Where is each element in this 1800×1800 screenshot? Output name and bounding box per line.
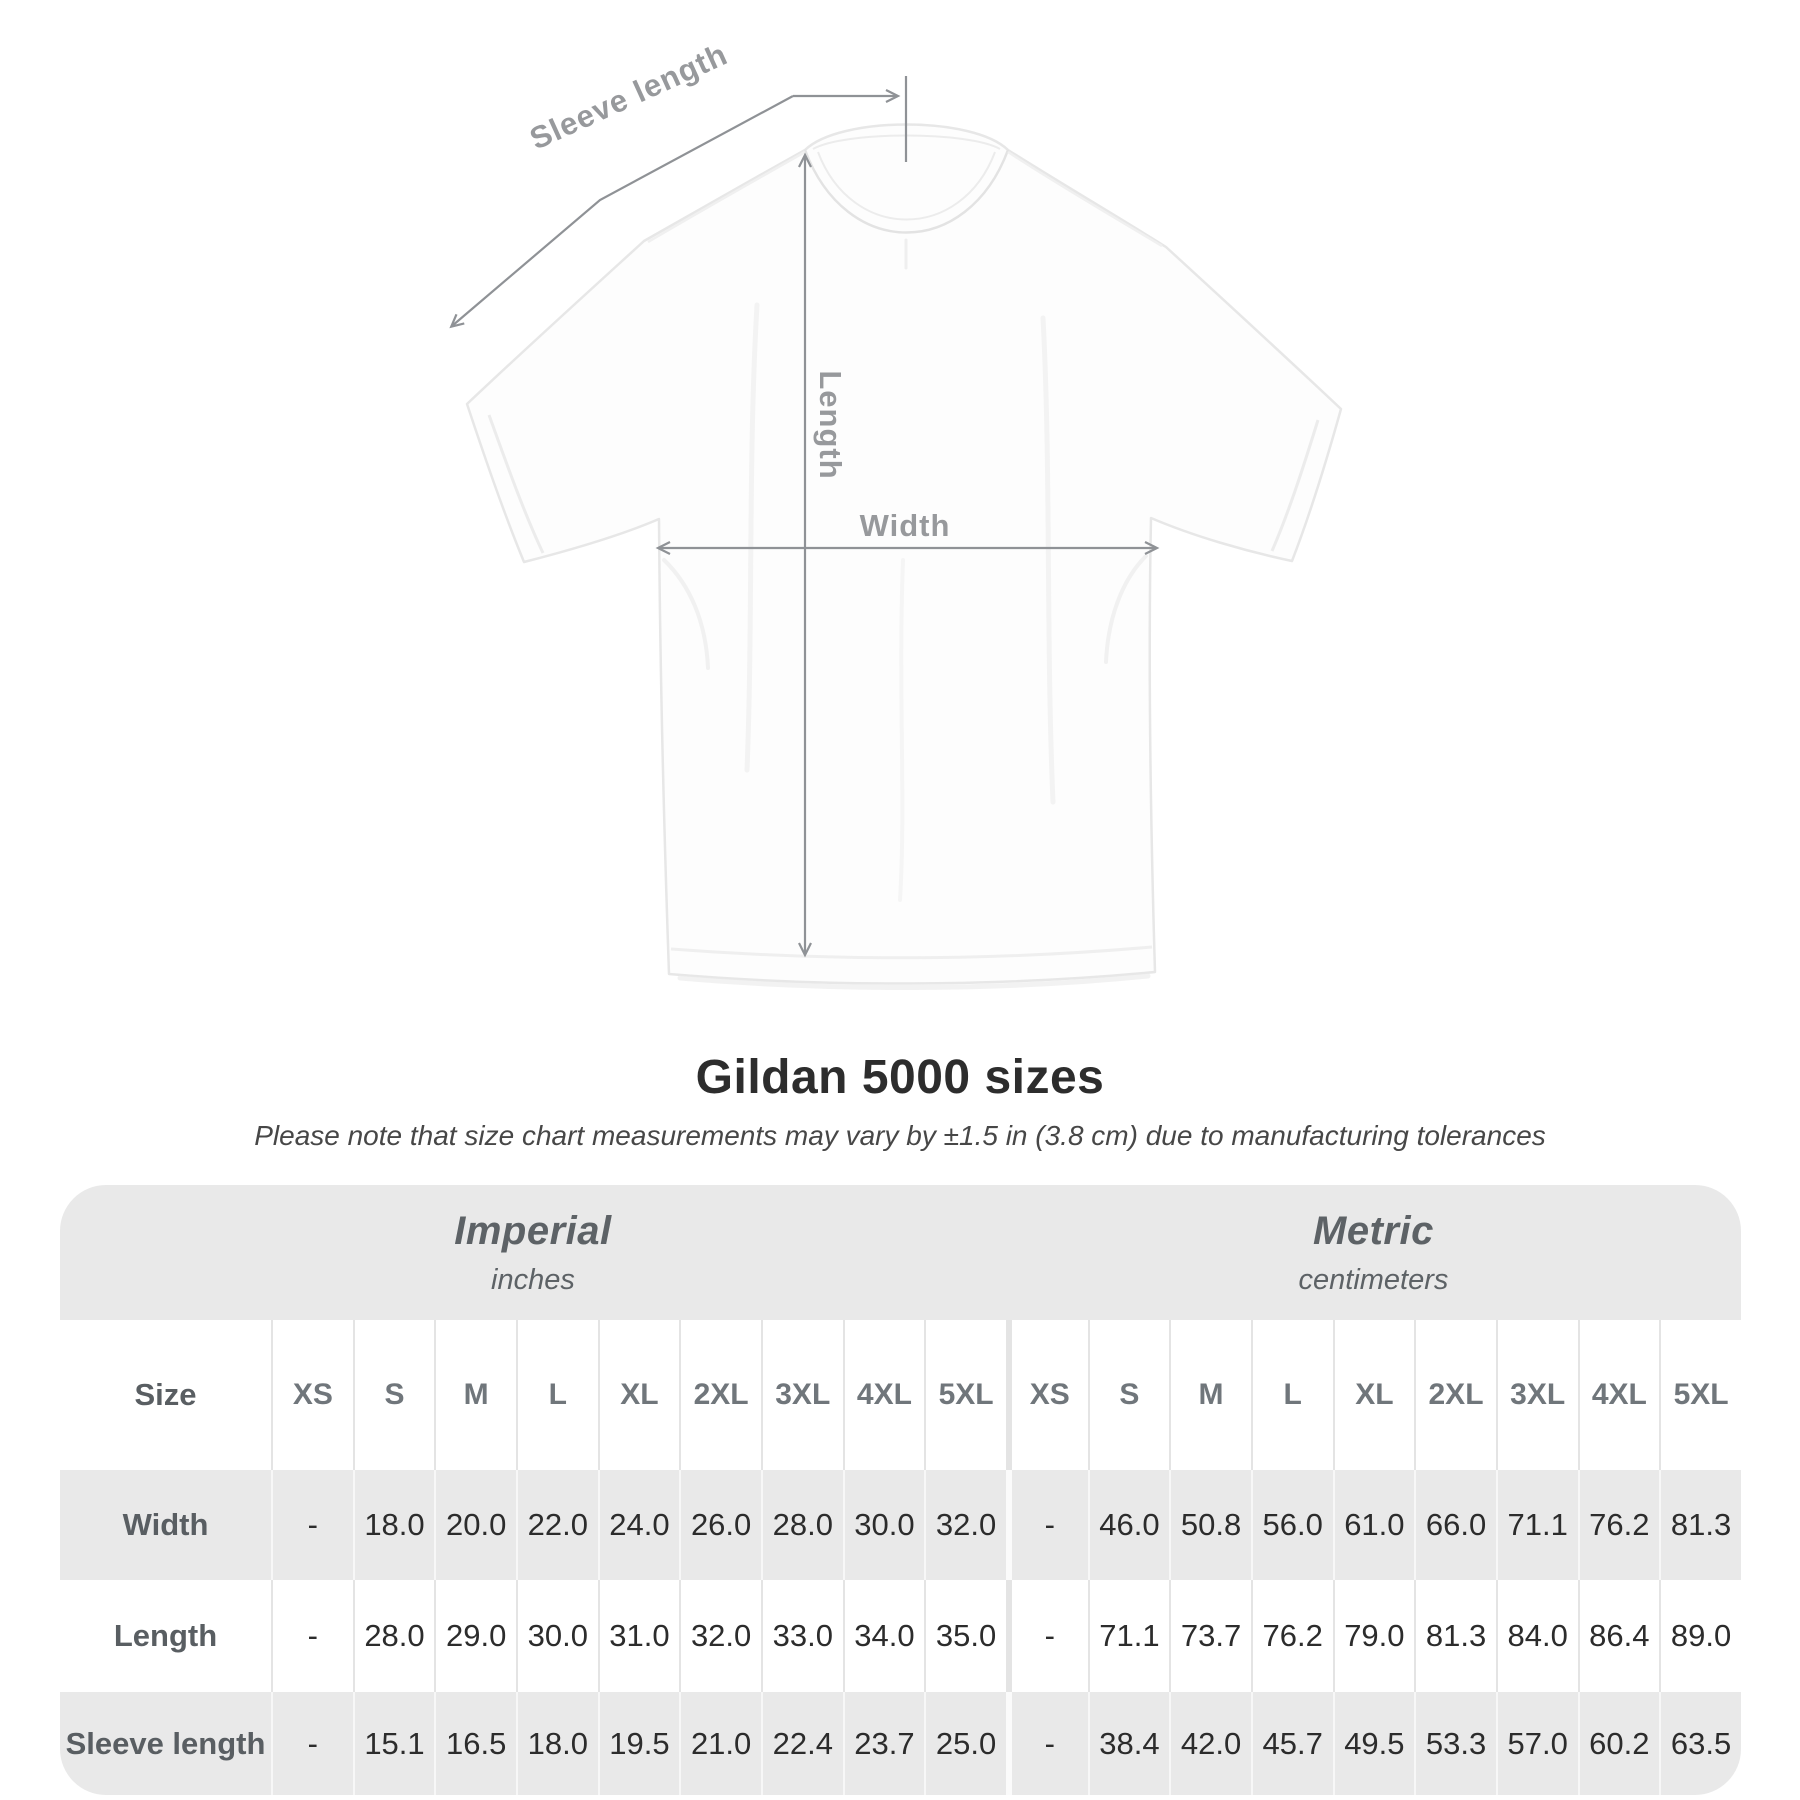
- size-col: XS: [1006, 1320, 1088, 1470]
- sleeve-value: 60.2: [1578, 1692, 1660, 1795]
- sleeve-value: 19.5: [598, 1692, 680, 1795]
- length-value: 86.4: [1578, 1580, 1660, 1692]
- length-value: 81.3: [1414, 1580, 1496, 1692]
- width-value: 46.0: [1088, 1470, 1170, 1580]
- size-col: S: [1088, 1320, 1170, 1470]
- size-col: 3XL: [1496, 1320, 1578, 1470]
- size-header-row: [60, 1320, 1741, 1470]
- width-value: 71.1: [1496, 1470, 1578, 1580]
- width-value: 26.0: [679, 1470, 761, 1580]
- sleeve-value: 63.5: [1659, 1692, 1741, 1795]
- length-value: 35.0: [924, 1580, 1006, 1692]
- length-value: 79.0: [1333, 1580, 1415, 1692]
- sleeve-value: 16.5: [434, 1692, 516, 1795]
- width-value: 56.0: [1251, 1470, 1333, 1580]
- length-value: 31.0: [598, 1580, 680, 1692]
- length-value: 29.0: [434, 1580, 516, 1692]
- size-col: 5XL: [924, 1320, 1006, 1470]
- imperial-group-name: Imperial: [454, 1208, 612, 1253]
- tshirt-photo: [467, 125, 1341, 988]
- sleeve-value: 53.3: [1414, 1692, 1496, 1795]
- metric-group-unit: centimeters: [1298, 1263, 1449, 1296]
- length-value: 73.7: [1169, 1580, 1251, 1692]
- sleeve-value: 18.0: [516, 1692, 598, 1795]
- size-table-container: [60, 1185, 1741, 1795]
- size-col: XS: [271, 1320, 353, 1470]
- size-col: XL: [598, 1320, 680, 1470]
- sleeve-value: 42.0: [1169, 1692, 1251, 1795]
- page-title: Gildan 5000 sizes: [695, 1051, 1105, 1104]
- length-value: 76.2: [1251, 1580, 1333, 1692]
- width-value: 24.0: [598, 1470, 680, 1580]
- sleeve-value: -: [271, 1692, 353, 1795]
- width-value: 20.0: [434, 1470, 516, 1580]
- width-value: 61.0: [1333, 1470, 1415, 1580]
- sleeve-length-row: [60, 1692, 1741, 1795]
- size-col: L: [1251, 1320, 1333, 1470]
- size-col: 3XL: [761, 1320, 843, 1470]
- length-value: 33.0: [761, 1580, 843, 1692]
- imperial-group-unit: inches: [491, 1263, 575, 1296]
- metric-group-name: Metric: [1313, 1208, 1434, 1253]
- width-value: 76.2: [1578, 1470, 1660, 1580]
- size-col: XL: [1333, 1320, 1415, 1470]
- width-value: 22.0: [516, 1470, 598, 1580]
- sleeve-value: 25.0: [924, 1692, 1006, 1795]
- width-value: 28.0: [761, 1470, 843, 1580]
- width-value: 66.0: [1414, 1470, 1496, 1580]
- sleeve-value: 23.7: [843, 1692, 925, 1795]
- sleeve-value: 57.0: [1496, 1692, 1578, 1795]
- length-label: Length: [813, 370, 848, 480]
- sleeve-row-label: Sleeve length: [60, 1692, 271, 1795]
- sleeve-value: 22.4: [761, 1692, 843, 1795]
- width-value: -: [1006, 1470, 1088, 1580]
- width-value: 32.0: [924, 1470, 1006, 1580]
- sleeve-value: 21.0: [679, 1692, 761, 1795]
- length-value: 34.0: [843, 1580, 925, 1692]
- width-value: 18.0: [353, 1470, 435, 1580]
- width-value: 50.8: [1169, 1470, 1251, 1580]
- size-col: M: [434, 1320, 516, 1470]
- size-col: 4XL: [843, 1320, 925, 1470]
- size-col: 2XL: [1414, 1320, 1496, 1470]
- length-value: 71.1: [1088, 1580, 1170, 1692]
- width-value: -: [271, 1470, 353, 1580]
- size-table: [60, 1185, 1741, 1795]
- tolerance-note: Please note that size chart measurements may vary by ±1.5 in (3.8 cm) due to manufacturing tolerances: [254, 1120, 1546, 1151]
- metric-group-header: [1006, 1185, 1741, 1320]
- unit-group-row: [60, 1185, 1741, 1320]
- length-row-label: Length: [60, 1580, 271, 1692]
- width-row-label: Width: [60, 1470, 271, 1580]
- width-label: Width: [859, 508, 951, 543]
- sleeve-length-label: Sleeve length: [524, 36, 733, 157]
- size-header-label: Size: [60, 1320, 271, 1470]
- width-value: 30.0: [843, 1470, 925, 1580]
- size-col: 4XL: [1578, 1320, 1660, 1470]
- tshirt-body-shape: [467, 125, 1341, 984]
- length-value: -: [271, 1580, 353, 1692]
- sleeve-value: 38.4: [1088, 1692, 1170, 1795]
- size-col: M: [1169, 1320, 1251, 1470]
- length-value: 28.0: [353, 1580, 435, 1692]
- length-row: [60, 1580, 1741, 1692]
- size-col: S: [353, 1320, 435, 1470]
- size-col: 5XL: [1659, 1320, 1741, 1470]
- size-col: 2XL: [679, 1320, 761, 1470]
- length-value: 84.0: [1496, 1580, 1578, 1692]
- width-row: [60, 1470, 1741, 1580]
- sleeve-value: 45.7: [1251, 1692, 1333, 1795]
- sleeve-value: 15.1: [353, 1692, 435, 1795]
- length-value: -: [1006, 1580, 1088, 1692]
- length-value: 32.0: [679, 1580, 761, 1692]
- imperial-group-header: [60, 1185, 1006, 1320]
- length-value: 30.0: [516, 1580, 598, 1692]
- length-value: 89.0: [1659, 1580, 1741, 1692]
- width-value: 81.3: [1659, 1470, 1741, 1580]
- sleeve-value: -: [1006, 1692, 1088, 1795]
- sleeve-value: 49.5: [1333, 1692, 1415, 1795]
- size-col: L: [516, 1320, 598, 1470]
